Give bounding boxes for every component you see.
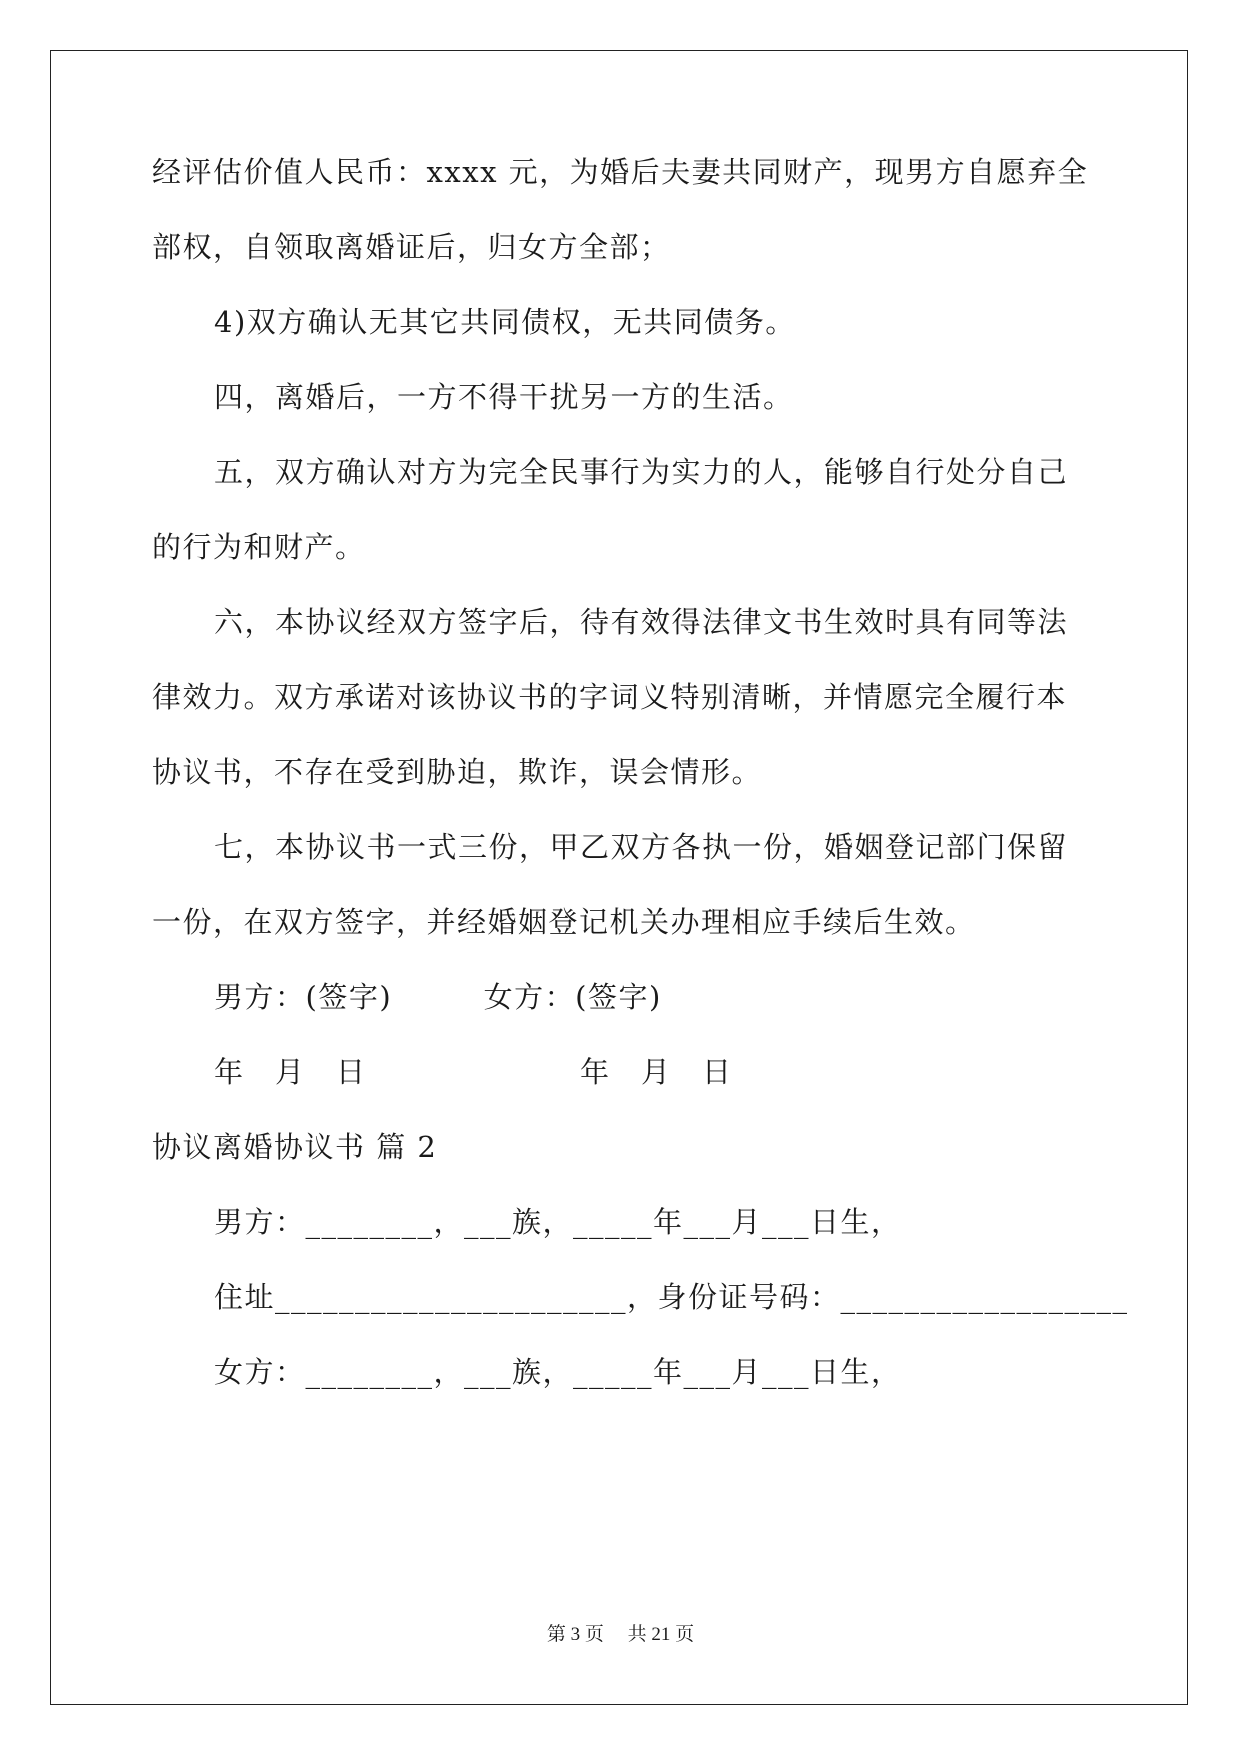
page-border bbox=[50, 50, 1188, 1705]
signature-line: 男方：(签字) 女方：(签字) bbox=[214, 980, 662, 1014]
paragraph-line: 部权，自领取离婚证后，归女方全部； bbox=[152, 230, 671, 264]
page-number: 第 3 页 共 21 页 bbox=[546, 1624, 695, 1645]
date-line: 年 月 日 年 月 日 bbox=[214, 1055, 733, 1089]
paragraph-line: 的行为和财产。 bbox=[152, 530, 366, 564]
paragraph-line: 六，本协议经双方签字后，待有效得法律文书生效时具有同等法 bbox=[214, 605, 1069, 639]
paragraph-line: 经评估价值人民币：xxxx 元，为婚后夫妻共同财产，现男方自愿弃全 bbox=[152, 155, 1089, 189]
form-field-line: 男方：________，___族，_____年___月___日生， bbox=[214, 1205, 902, 1239]
section-heading: 协议离婚协议书 篇 2 bbox=[152, 1130, 438, 1164]
paragraph-line: 七，本协议书一式三份，甲乙双方各执一份，婚姻登记部门保留 bbox=[214, 830, 1069, 864]
paragraph-line: 四，离婚后，一方不得干扰另一方的生活。 bbox=[214, 380, 794, 414]
paragraph-line: 一份，在双方签字，并经婚姻登记机关办理相应手续后生效。 bbox=[152, 905, 976, 939]
paragraph-line: 4)双方确认无其它共同债权，无共同债务。 bbox=[214, 305, 796, 339]
paragraph-line: 律效力。双方承诺对该协议书的字词义特别清晰，并情愿完全履行本 bbox=[152, 680, 1068, 714]
form-field-line: 女方：________，___族，_____年___月___日生， bbox=[214, 1355, 902, 1389]
paragraph-line: 五，双方确认对方为完全民事行为实力的人，能够自行处分自己 bbox=[214, 455, 1069, 489]
paragraph-line: 协议书，不存在受到胁迫，欺诈，误会情形。 bbox=[152, 755, 763, 789]
form-field-line: 住址______________________，身份证号码：__________________ bbox=[214, 1280, 1129, 1314]
